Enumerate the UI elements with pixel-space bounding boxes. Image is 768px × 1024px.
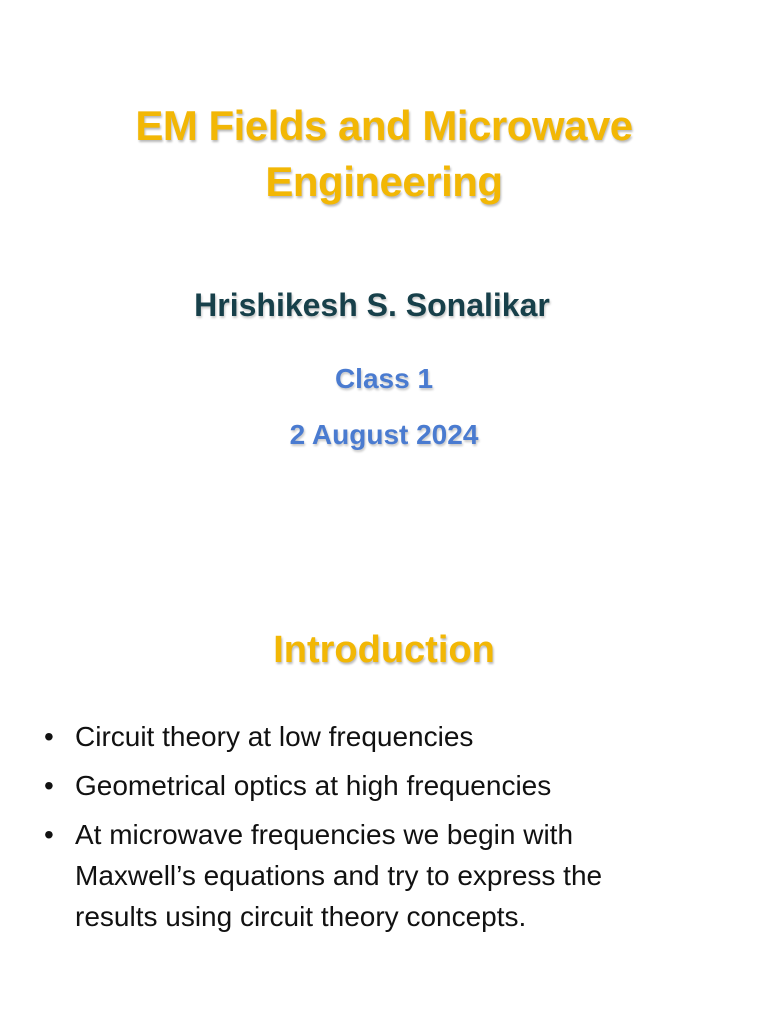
author-name: Hrishikesh S. Sonalikar (194, 287, 550, 323)
bullet-item (44, 814, 734, 937)
introduction-heading: Introduction (273, 629, 495, 671)
bullet-icon: • (44, 721, 54, 752)
bullet-text-line-3: results using circuit theory concepts. (75, 901, 527, 932)
bullet-list (44, 716, 734, 945)
bullet-item (44, 765, 734, 806)
bullet-text-line-1: At microwave frequencies we begin with (75, 819, 574, 850)
slide-title-line-2: Engineering (265, 158, 503, 205)
bullet-text-line-2: Maxwell’s equations and try to express the (75, 860, 603, 891)
bullet-icon: • (44, 819, 54, 850)
presentation-date: 2 August 2024 (289, 419, 479, 450)
bullet-text: Circuit theory at low frequencies (75, 721, 474, 752)
slide-title-line-1: EM Fields and Microwave (135, 102, 633, 149)
slide-title (40, 98, 728, 210)
bullet-text: Geometrical optics at high frequencies (75, 770, 552, 801)
class-label: Class 1 (334, 363, 434, 394)
introduction-slide (0, 590, 768, 1024)
bullet-item (44, 716, 734, 757)
bullet-icon: • (44, 770, 54, 801)
